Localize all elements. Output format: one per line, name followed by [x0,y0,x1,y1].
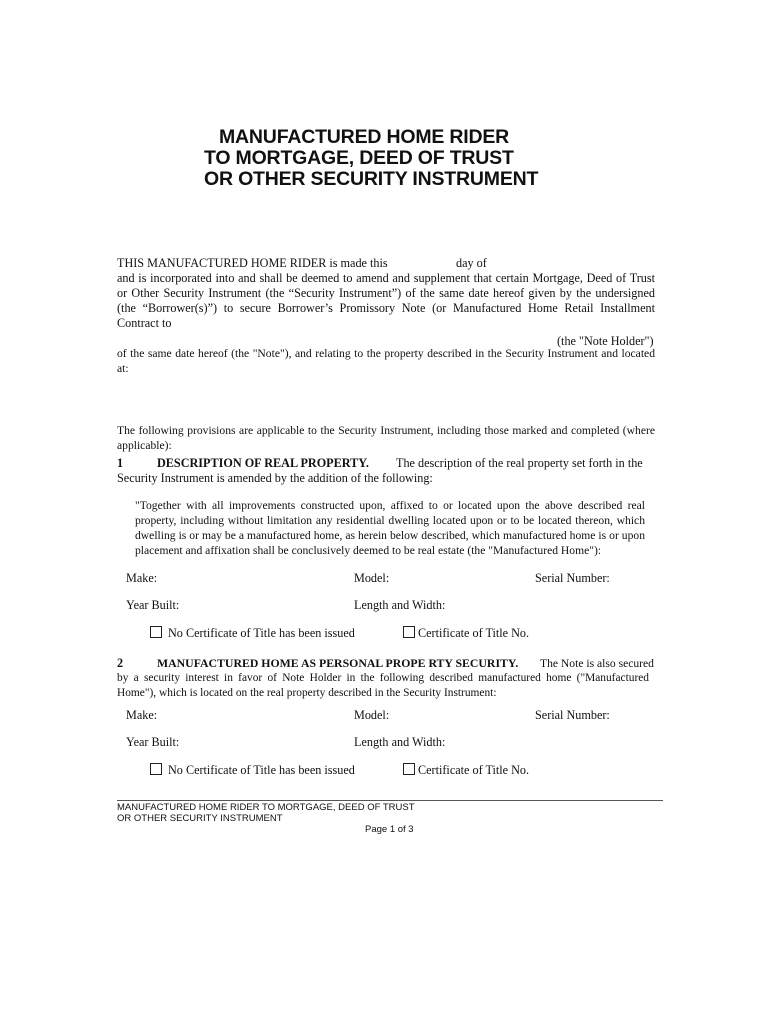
certificate-label: Certificate of Title No. [418,626,530,640]
no-certificate-checkbox[interactable] [150,763,162,775]
intro-made-this: THIS MANUFACTURED HOME RIDER is made this [117,256,388,270]
section1-serial-label: Serial Number: [535,571,610,585]
page-number: Page 1 of 3 [365,824,414,835]
note-holder-label: (the "Note Holder") [557,334,654,348]
section1-number: 1 [117,456,124,470]
section1-make-label: Make: [126,571,158,585]
section1-text-a: The description of the real property set forth in the [396,456,643,470]
provisions-text: The following provisions are applicable to the Security Instrument, including those marked and completed (where applicable): [117,424,655,452]
section1-length-label: Length and Width: [354,598,446,612]
footer-line-1: MANUFACTURED HOME RIDER TO MORTGAGE, DEED OF TRUST [117,802,415,813]
section1-heading: DESCRIPTION OF REAL PROPERTY. [157,456,369,470]
document-title [204,127,624,190]
title-line-1: MANUFACTURED HOME RIDER [219,126,510,148]
section1-text-b: Security Instrument is amended by the addition of the following: [117,471,433,485]
section2-heading: MANUFACTURED HOME AS PERSONAL PROPE RTY SECURITY. [157,656,519,670]
section2-number: 2 [117,656,124,670]
section2-text-b: by a security interest in favor of Note Holder in the following described manufactured home ("Manufactured Home"), which is located on the real property described in the Security Instrument: [117,672,649,699]
section2-certificate-option[interactable] [403,763,529,778]
section2-text-a: The Note is also secured [540,657,654,670]
section1-no-certificate-option[interactable] [150,626,355,641]
certificate-checkbox[interactable] [403,763,415,775]
certificate-checkbox[interactable] [403,626,415,638]
intro-day-of: day of [456,256,487,270]
title-line-2: TO MORTGAGE, DEED OF TRUST [204,147,514,169]
section2-make-label: Make: [126,708,158,722]
certificate-label: Certificate of Title No. [418,763,530,777]
footer-line-2: OR OTHER SECURITY INSTRUMENT [117,813,283,824]
section1-quote: "Together with all improvements constructed upon, affixed to or located upon the above described real property, including without limitation any residential dwelling located upon or to be located thereon, which dwelling is or may be a manufactured home, as herein below described, which manufactured home is or upon placement and affixation shall be conclusively deemed to be real estate (the "Manufactured Home"): [135,499,645,557]
no-certificate-checkbox[interactable] [150,626,162,638]
section2-length-label: Length and Width: [354,735,446,749]
section2-no-certificate-option[interactable] [150,763,355,778]
intro-located-at: of the same date hereof (the "Note"), and relating to the property described in the Security Instrument and located at: [117,347,655,375]
no-certificate-label: No Certificate of Title has been issued [168,763,355,777]
section2-model-label: Model: [354,708,390,722]
intro-body: and is incorporated into and shall be deemed to amend and supplement that certain Mortgage, Deed of Trust or Other Security Instrument (the “Security Instrument”) of the same date hereof given by the undersigned (the “Borrower(s)”) to secure Borrower’s Promissory Note (or Manufactured Home Retail Installment Contract to [117,271,655,330]
section1-model-label: Model: [354,571,390,585]
no-certificate-label: No Certificate of Title has been issued [168,626,355,640]
section2-year-label: Year Built: [126,735,180,749]
footer-divider [117,800,663,801]
section2-serial-label: Serial Number: [535,708,610,722]
title-line-3: OR OTHER SECURITY INSTRUMENT [204,168,539,190]
section1-certificate-option[interactable] [403,626,529,641]
section1-year-label: Year Built: [126,598,180,612]
